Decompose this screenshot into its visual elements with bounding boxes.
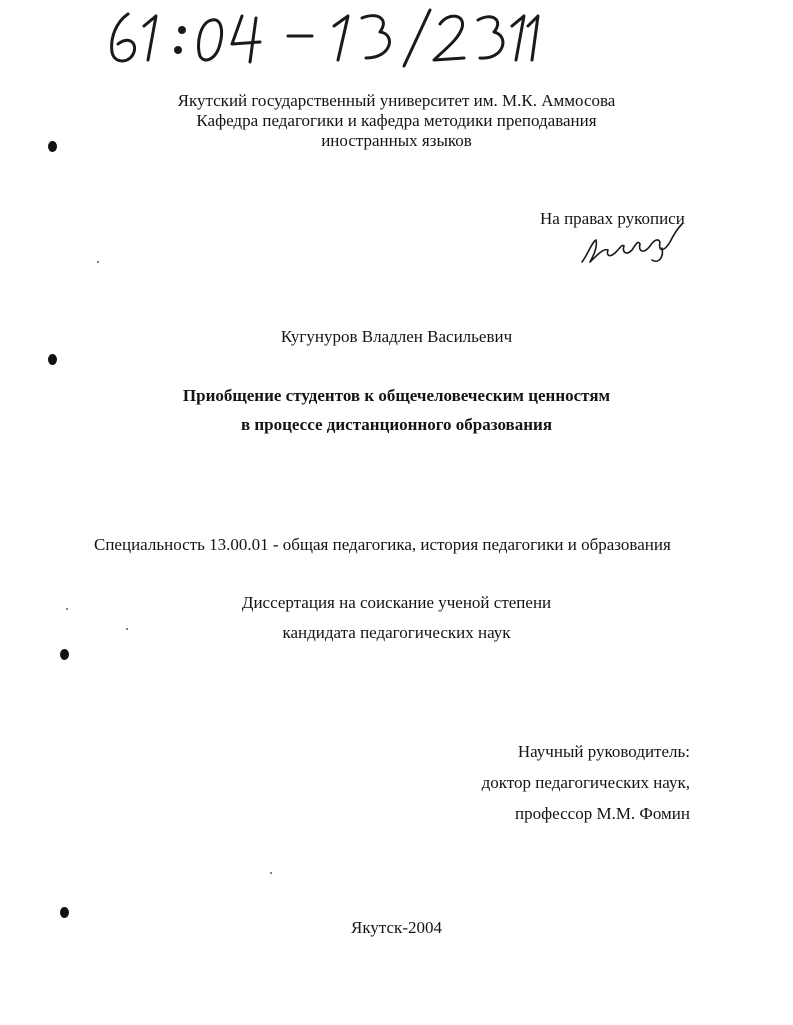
binder-hole-mark (60, 907, 69, 918)
supervisor-degree: доктор педагогических наук, (481, 773, 690, 792)
signature (578, 218, 690, 268)
author-name: Кугунуров Владлен Васильевич (280, 327, 513, 346)
scan-speck (126, 628, 128, 630)
degree-line1: Диссертация на соискание ученой степени (241, 593, 552, 612)
department-name: Кафедра педагогики и кафедра методики преподавания (196, 111, 597, 130)
scan-speck (66, 608, 68, 610)
degree-line2: кандидата педагогических наук (282, 623, 511, 642)
dissertation-title-line1: Приобщение студентов к общечеловеческим ценностям (182, 386, 611, 405)
manuscript-rights: На правах рукописи (540, 209, 685, 228)
handwritten-archive-code (100, 4, 540, 72)
supervisor-name: профессор М.М. Фомин (515, 804, 690, 823)
binder-hole-mark (48, 141, 57, 152)
specialty: Специальность 13.00.01 - общая педагогика, история педагогики и образования (94, 535, 671, 554)
university-name: Якутский государственный университет им. М.К. Аммосова (177, 91, 616, 110)
dissertation-title-line2: в процессе дистанционного образования (240, 415, 553, 434)
binder-hole-mark (60, 649, 69, 660)
city-year: Якутск-2004 (351, 918, 442, 937)
scan-speck (97, 261, 99, 263)
department-name-cont: иностранных языков (321, 131, 472, 150)
supervisor-label: Научный руководитель: (517, 742, 690, 761)
binder-hole-mark (48, 354, 57, 365)
scan-speck (270, 872, 272, 874)
supervisor-block (482, 736, 690, 829)
